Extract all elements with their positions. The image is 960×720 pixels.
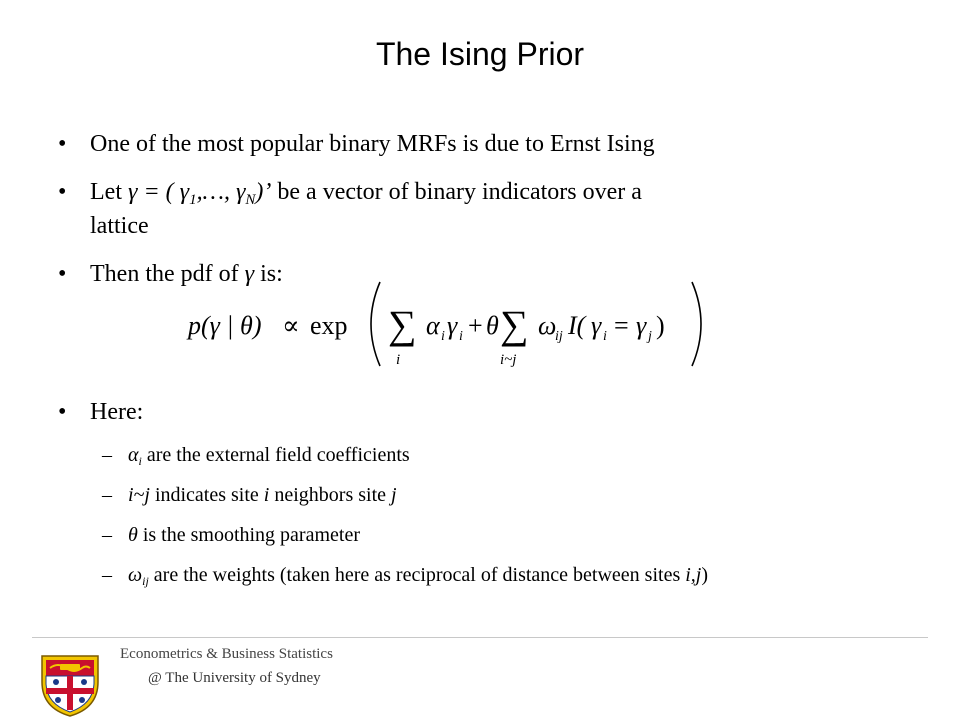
ising-pdf-formula [186,274,746,374]
gamma-sub: i [603,329,607,344]
alpha-symbol: α [128,444,139,466]
dash-marker: – [102,524,112,546]
neighbor-symbol: i~j [128,484,150,506]
plus-symbol: + [468,311,483,340]
sum-symbol-2: ∑ [500,302,529,347]
university-crest-icon [36,648,104,718]
gamma-sub: j [648,329,652,344]
alpha-sub: i [441,329,445,344]
right-paren-icon [692,282,701,366]
left-paren-icon [371,282,380,366]
bullet-2-text [90,176,642,216]
slide-title: The Ising Prior [375,36,585,72]
theta-symbol: θ [486,311,499,340]
gamma-sub: i [459,329,463,344]
gamma-symbol: γ [636,311,647,340]
bullet-2-line2: lattice [90,213,149,239]
bullet-4-text: Here: [90,399,144,425]
site-i: i [263,484,270,506]
bullet-dot: • [58,261,67,287]
sum-symbol-1: ∑ [388,302,417,347]
equals-symbol: = [614,311,629,340]
vector-open: = ( γ [137,179,190,205]
vector-mid: ,…, γ [196,179,246,205]
vector-close: )’ [255,179,272,205]
alpha-sub: i [138,454,142,468]
formula-exp: exp [310,311,348,340]
subbullet-theta-text [128,522,360,548]
subbullet-alpha-text [128,442,410,474]
neighbor-desc-1: indicates site [149,484,264,506]
bullet-dot: • [58,179,67,205]
footer-university: @ The University of Sydney [148,670,321,686]
theta-symbol: θ [128,524,138,546]
subbullet-neighbors-text [128,482,397,508]
indicator-close: ) [656,311,665,340]
text-is: is: [254,261,283,287]
subscript-n: N [245,192,256,208]
dash-marker: – [102,564,112,586]
dash-marker: – [102,484,112,506]
footer-department: Econometrics & Business Statistics [120,646,333,662]
alpha-desc: are the external field coefficients [141,444,410,466]
dash-marker: – [102,444,112,466]
indicator-i: I( [568,311,586,340]
omega-sub: ij [555,329,563,344]
theta-desc: is the smoothing parameter [137,524,360,546]
gamma-symbol: γ [127,179,138,205]
omega-symbol: ω [538,311,557,340]
omega-desc-end: ) [701,564,709,586]
gamma-symbol: γ [244,261,255,287]
gamma-symbol: γ [591,311,602,340]
bullet-dot: • [58,399,67,425]
bullet-2-rest: be a vector of binary indicators over a [271,179,642,205]
subbullet-omega-text [128,562,708,594]
sum-1-index: i [396,352,401,368]
omega-desc: are the weights (taken here as reciprocal of distance between sites [148,564,686,586]
bullet-1-text: One of the most popular binary MRFs is due to Ernst Ising [90,131,655,157]
site-j: j [391,484,397,506]
omega-sub: ij [142,574,149,588]
formula-propto: ∝ [282,311,300,340]
formula-lhs: p(γ | θ) [188,311,262,340]
gamma-symbol: γ [447,311,458,340]
bullet-dot: • [58,131,67,157]
subscript-1: 1 [189,192,197,208]
alpha-symbol: α [426,311,440,340]
sites-ij: i,j [685,564,702,586]
text-let: Let [90,179,128,205]
footer-divider [32,637,928,638]
neighbor-desc-2: neighbors site [269,484,392,506]
sum-2-index: i~j [500,352,517,368]
omega-symbol: ω [128,564,143,586]
text-then: Then the pdf of [90,261,245,287]
